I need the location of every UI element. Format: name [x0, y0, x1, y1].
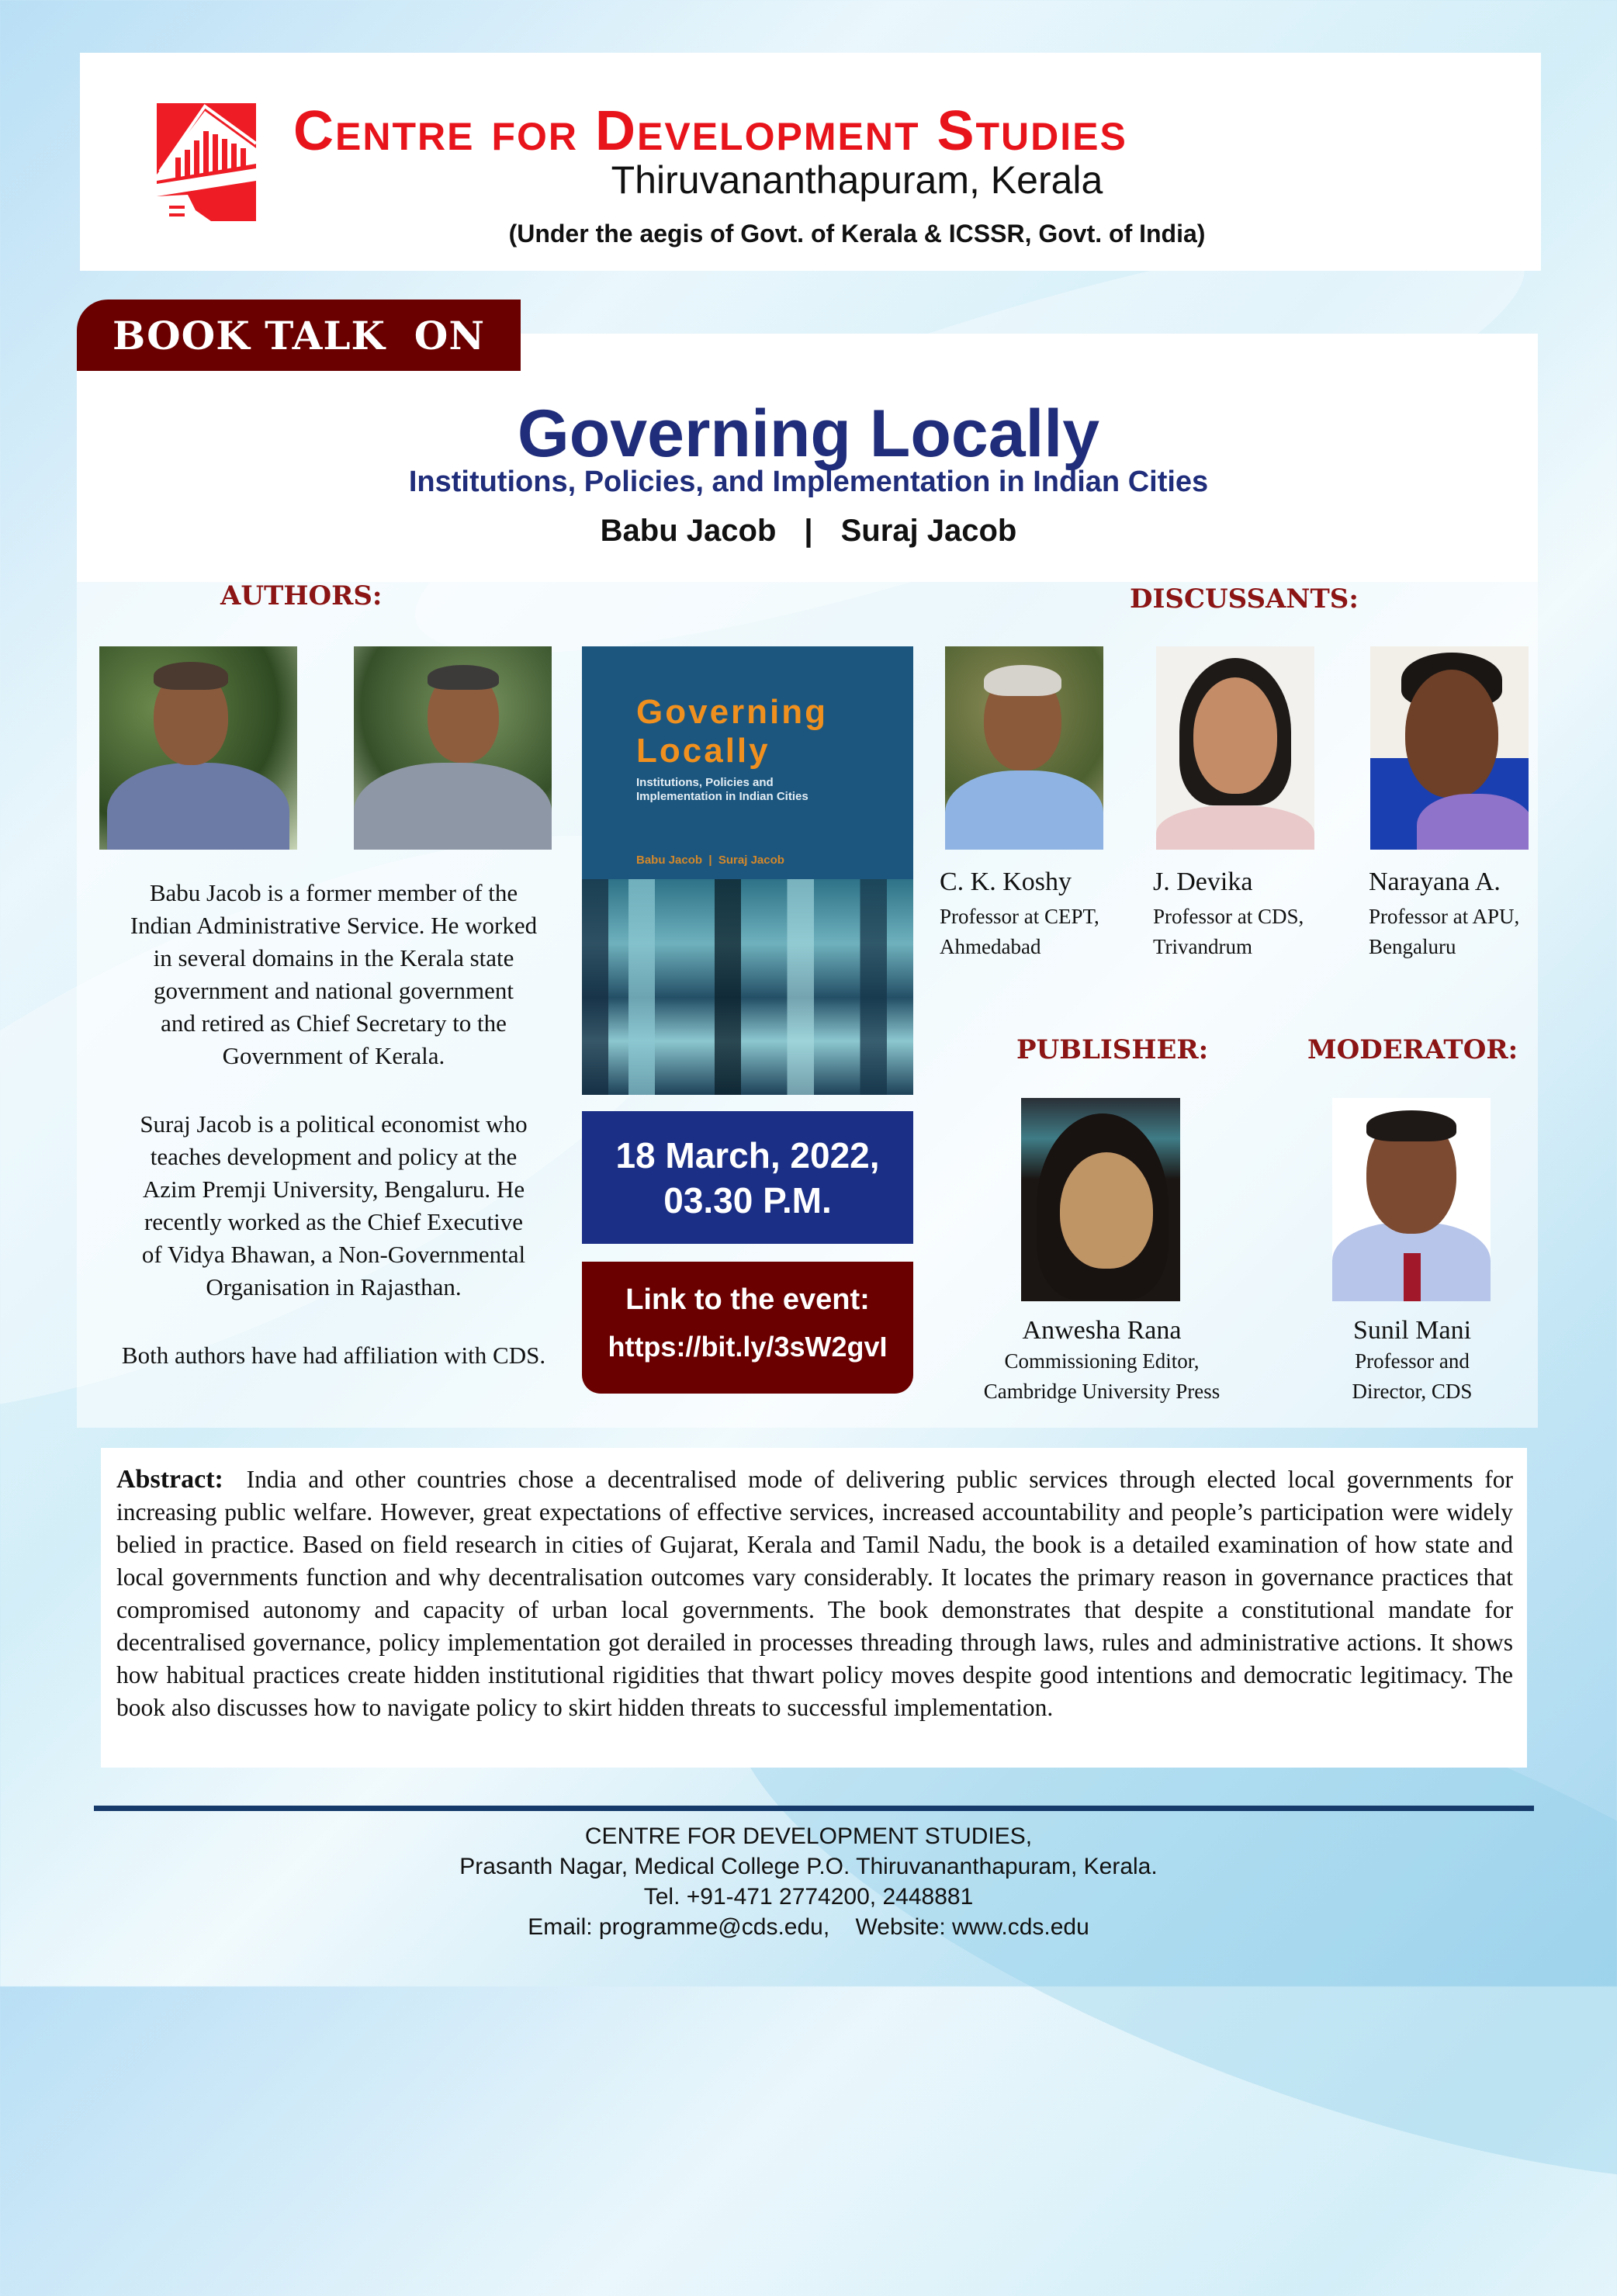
authors-heading: AUTHORS:: [220, 580, 383, 611]
org-name: Centre for Development Studies: [293, 100, 1127, 162]
bio-line: Suraj Jacob is a political economist who: [140, 1110, 528, 1138]
book-talk-label: BOOK TALK ON: [112, 312, 486, 358]
abstract-body: India and other countries chose a decentralised mode of delivering public services through elected local governments for increasing public welfare. However, great expectations of effective services, increased accountability and people’s participation were widely belied in practice. Based on field research in cities of Gujarat, Kerala and Tamil Nadu, the book is a detailed examination of how state and local governments function and why decentralisation outcomes vary considerably. It locates the primary reason in governance practices that compromised autonomy and capacity of urban local governments. The book demonstrates that despite a constitutional mandate for decentralised governance, policy implementation got derailed in processes threading through laws, rules and administrative actions. It shows how habitual practices create hidden institutional rigidities that thwart policy moves despite good intentions and democratic legitimacy. The book also discusses how to navigate policy to skirt hidden threats to successful implementation.: [116, 1466, 1514, 1721]
role-line: Professor at APU,: [1369, 905, 1520, 928]
event-time: 03.30 P.M.: [663, 1179, 832, 1221]
book-authors: [0, 514, 1617, 549]
role-line: Cambridge University Press: [983, 1380, 1221, 1403]
portrait-suraj-jacob: [354, 646, 552, 850]
author-separator: |: [804, 514, 813, 548]
bio-line: of Vidya Bhawan, a Non-Governmental: [141, 1241, 526, 1268]
footer-email-web: [0, 1912, 1617, 1942]
role-line: Trivandrum: [1153, 935, 1253, 958]
publisher-name: Anwesha Rana: [1022, 1316, 1182, 1345]
portrait-babu-jacob: [99, 646, 297, 850]
header-panel: [80, 53, 1541, 271]
portrait-anwesha-rana: [1021, 1098, 1180, 1301]
discussants-heading: DISCUSSANTS:: [1130, 584, 1359, 615]
book-subtitle: Institutions, Policies, and Implementation in Indian Cities: [408, 466, 1209, 498]
org-city: Thiruvananthapuram, Kerala: [611, 158, 1103, 202]
cover-artwork: [582, 879, 913, 1095]
discussant-role: [1153, 902, 1304, 962]
cover-subtitle-line: Implementation in Indian Cities: [636, 790, 808, 803]
discussant-name: Narayana A.: [1369, 867, 1501, 896]
role-line: Bengaluru: [1369, 935, 1456, 958]
org-aegis: (Under the aegis of Govt. of Kerala & ICSSR, Govt. of India): [508, 220, 1206, 248]
role-line: Professor at CDS,: [1153, 905, 1304, 928]
footer-divider: [94, 1806, 1534, 1811]
bio-line: and retired as Chief Secretary to the: [161, 1009, 507, 1037]
role-line: Professor at CEPT,: [940, 905, 1099, 928]
authors-affiliation: Both authors have had affiliation with CDS.: [121, 1342, 546, 1369]
tie-shape: [1404, 1253, 1421, 1301]
publisher-role: [947, 1346, 1257, 1407]
portrait-narayana-a: [1370, 646, 1529, 850]
event-link-box[interactable]: [582, 1262, 913, 1394]
book-cover-image: [582, 646, 913, 1095]
bio-line: Indian Administrative Service. He worked: [130, 912, 538, 939]
event-date-box: [582, 1111, 913, 1244]
footer-email[interactable]: Email: programme@cds.edu,: [528, 1914, 830, 1940]
bio-line: recently worked as the Chief Executive: [144, 1208, 524, 1235]
bio-line: Organisation in Rajasthan.: [206, 1273, 462, 1300]
portrait-ck-koshy: [945, 646, 1103, 850]
abstract-panel: [101, 1448, 1527, 1768]
event-link-url[interactable]: https://bit.ly/3sW2gvI: [608, 1331, 888, 1363]
footer-contact: [0, 1821, 1617, 1942]
bio-line: Government of Kerala.: [222, 1042, 445, 1069]
bio-line: in several domains in the Kerala state: [153, 944, 514, 971]
footer-tel: Tel. +91-471 2774200, 2448881: [643, 1884, 974, 1910]
cover-subtitle: [636, 776, 808, 804]
abstract-label: Abstract:: [116, 1465, 223, 1494]
bio-line: teaches development and policy at the: [150, 1143, 518, 1170]
discussant-name: C. K. Koshy: [940, 867, 1072, 896]
moderator-name: Sunil Mani: [1352, 1316, 1472, 1345]
portrait-j-devika: [1156, 646, 1314, 850]
role-line: Commissioning Editor,: [1004, 1349, 1200, 1373]
bio-line: Azim Premji University, Bengaluru. He: [142, 1176, 525, 1203]
role-line: Ahmedabad: [940, 935, 1041, 958]
book-talk-badge: [77, 300, 521, 371]
discussant-role: [1369, 902, 1519, 962]
abstract-text: [116, 1463, 1513, 1724]
cover-title-line: Locally: [636, 732, 770, 770]
author-name: Suraj Jacob: [840, 514, 1017, 548]
cover-authors: Babu Jacob | Suraj Jacob: [636, 854, 784, 867]
footer-org: CENTRE FOR DEVELOPMENT STUDIES,: [584, 1823, 1033, 1849]
bio-suraj-jacob: [93, 1108, 574, 1304]
cover-title-line: Governing: [636, 693, 829, 731]
event-date: 18 March, 2022,: [615, 1134, 880, 1176]
bio-line: government and national government: [153, 977, 514, 1004]
bio-line: Babu Jacob is a former member of the: [149, 879, 518, 906]
role-line: Director, CDS: [1352, 1380, 1473, 1403]
publisher-heading: PUBLISHER:: [1016, 1034, 1209, 1065]
discussant-role: [940, 902, 1099, 962]
moderator-role: [1257, 1346, 1567, 1407]
portrait-sunil-mani: [1332, 1098, 1491, 1301]
bio-babu-jacob: [93, 877, 574, 1072]
book-title: Governing Locally: [517, 397, 1100, 471]
event-link-label: Link to the event:: [625, 1283, 870, 1316]
moderator-heading: MODERATOR:: [1307, 1034, 1518, 1065]
author-name: Babu Jacob: [600, 514, 777, 548]
footer-address: Prasanth Nagar, Medical College P.O. Thiruvananthapuram, Kerala.: [459, 1854, 1158, 1879]
cover-title: [636, 693, 828, 771]
discussant-name: J. Devika: [1153, 867, 1253, 896]
footer-website[interactable]: Website: www.cds.edu: [855, 1914, 1089, 1940]
role-line: Professor and: [1355, 1349, 1470, 1373]
cover-subtitle-line: Institutions, Policies and: [636, 776, 774, 789]
